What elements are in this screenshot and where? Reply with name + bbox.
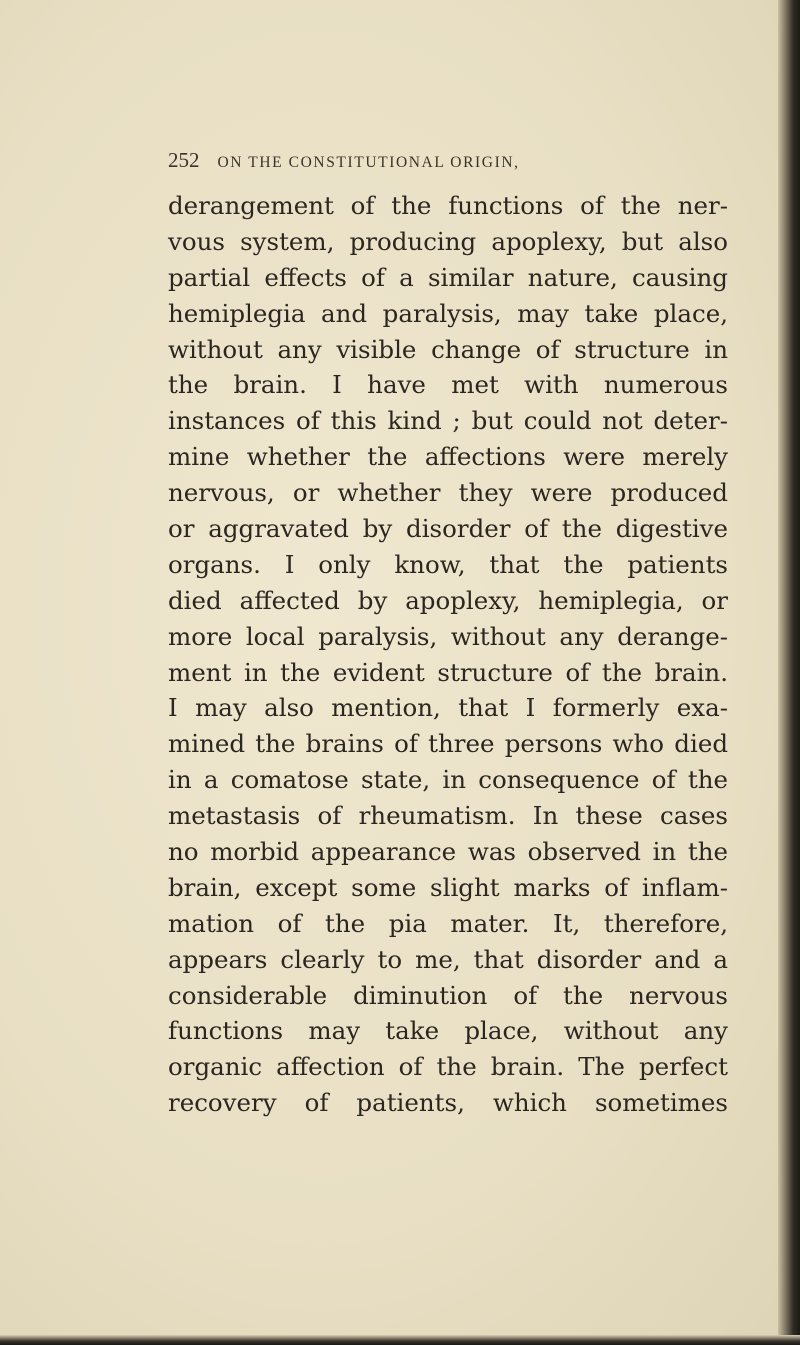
text-line: functions may take place, without any — [168, 1016, 728, 1046]
text-line: brain, except some slight marks of inflam- — [168, 872, 728, 902]
running-head — [168, 148, 520, 176]
text-line: mation of the pia mater. It, therefore, — [168, 908, 728, 938]
page-bottom-edge — [0, 1335, 800, 1345]
page-binding-edge — [778, 0, 800, 1345]
text-line: partial effects of a similar nature, causing — [168, 262, 728, 292]
text-line: vous system, producing apoplexy, but also — [168, 226, 728, 256]
text-line: instances of this kind ; but could not deter- — [168, 406, 728, 436]
running-head-title: ON THE CONSTITUTIONAL ORIGIN, — [217, 154, 520, 171]
text-line: ment in the evident structure of the brain. — [168, 657, 728, 687]
text-line: derangement of the functions of the ner- — [168, 191, 728, 220]
text-line: more local paralysis, without any derange- — [168, 621, 728, 651]
text-line: in a comatose state, in consequence of the — [168, 765, 728, 795]
text-line: no morbid appearance was observed in the — [168, 837, 728, 867]
text-line: the brain. I have met with numerous — [168, 370, 728, 400]
text-line: hemiplegia and paralysis, may take place, — [168, 298, 728, 328]
text-line: or aggravated by disorder of the digestive — [168, 514, 728, 544]
text-line: organic affection of the brain. The perfect — [168, 1052, 728, 1082]
text-line: nervous, or whether they were produced — [168, 478, 728, 508]
text-line: considerable diminution of the nervous — [168, 980, 728, 1010]
text-line: appears clearly to me, that disorder and a — [168, 944, 728, 974]
text-line: recovery of patients, which sometimes — [168, 1088, 728, 1118]
text-line: without any visible change of structure in — [168, 334, 728, 364]
text-line: metastasis of rheumatism. In these cases — [168, 801, 728, 831]
text-line: organs. I only know, that the patients — [168, 549, 728, 579]
text-line: I may also mention, that I formerly exa- — [168, 693, 728, 723]
text-line: mine whether the affections were merely — [168, 442, 728, 472]
page-number: 252 — [168, 148, 200, 172]
text-line: died affected by apoplexy, hemiplegia, or — [168, 585, 728, 615]
body-text — [168, 188, 728, 1121]
text-line: mined the brains of three persons who died — [168, 729, 728, 759]
